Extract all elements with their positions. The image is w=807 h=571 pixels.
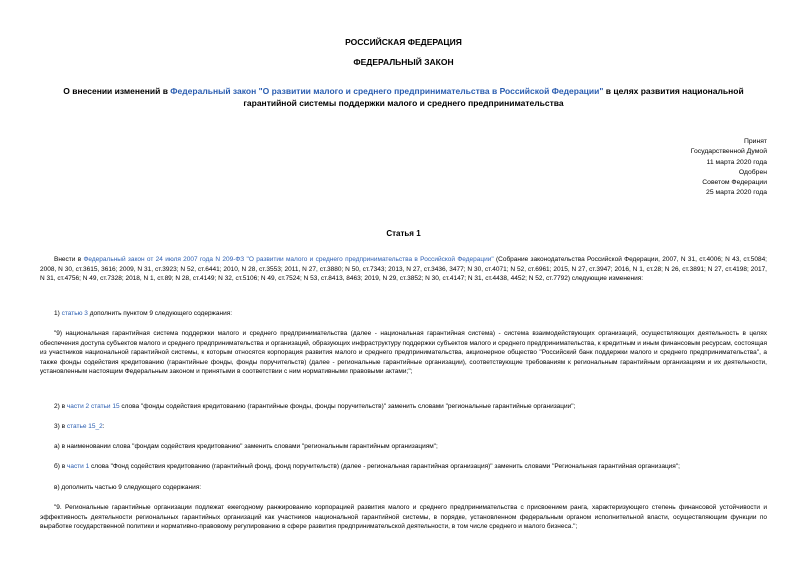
country-heading: РОССИЙСКАЯ ФЕДЕРАЦИЯ (345, 37, 462, 47)
intro-law-link[interactable]: Федеральный закон от 24 июля 2007 года N 209-ФЗ "О развитии малого и среднего предпринимательства в Российской Федерации" (83, 256, 494, 263)
item-3-suffix: : (102, 423, 105, 430)
item-1-suffix: дополнить пунктом 9 следующего содержания: (87, 310, 233, 317)
item-3c: в) дополнить частью 9 следующего содержания: (54, 484, 202, 491)
item-3b-suffix: слова "Фонд содействия кредитованию (гарантийный фонд, фонд поручительств) (далее - региональная гарантийная организация)" заменить словами "Региональная гарантийная организация"; (89, 463, 680, 470)
item-3b (40, 462, 767, 472)
item-3-link[interactable]: статье 15_2 (66, 423, 103, 430)
title-prefix: О внесении изменений в (63, 86, 171, 96)
doc-type-heading: ФЕДЕРАЛЬНЫЙ ЗАКОН (353, 57, 454, 67)
adoption-line: Принят (743, 138, 767, 145)
article-heading: Статья 1 (386, 229, 421, 238)
item-3a: а) в наименовании слова "фондам содействия кредитованию" заменить словами "региональным гарантийным организациям"; (54, 443, 438, 450)
item-1-text: "9) национальная гарантийная система поддержки малого и среднего предпринимательства (далее - национальная гарантийная система) - система взаимодействующих организаций, осуществляющих деятельность в целях обеспечения доступа субъектов малого и среднего предпринимательства и организаций, образующих инфраструктуру поддержки субъектов малого и среднего предпринимательства, к кредитным и иным финансовым ресурсам, состоящая из участников национальной гарантийной системы, к которым относятся корпорация развития малого и среднего предпринимательства, акционерное общество "Российский банк поддержки малого и среднего предпринимательства", а также фонды содействия кредитованию (гарантийные фонды, фонды поручительств) (далее - региональные гарантийные организации), соответствующие требованиям к региональным гарантийным организациям и их деятельности, установленным настоящим Федеральным законом и принятыми в соответствии с ним нормативными правовыми актами;"; (40, 330, 767, 376)
title-suffix: в целях развития национальной гарантийной системы поддержки малого и среднего предпринимательства (243, 86, 744, 108)
law-title (40, 85, 767, 109)
adoption-line: Одобрен (738, 168, 767, 176)
adoption-line: 11 марта 2020 года (706, 158, 767, 166)
title-law-link[interactable]: Федеральный закон "О развитии малого и среднего предпринимательства в Российской Федерации" (170, 86, 604, 96)
item-1-link[interactable]: статью 3 (61, 310, 88, 317)
article-intro (40, 255, 767, 284)
item-3c-text: "9. Региональные гарантийные организации подлежат ежегодному ранжированию корпорацией развития малого и среднего предпринимательства с присвоением ранга, характеризующего степень финансовой устойчивости и эффективность деятельности региональных гарантийных организаций как участников национальной гарантийной системы, в порядке, установленном федеральным органом исполнительной власти, осуществляющим функции по выработке государственной политики и нормативно-правовому регулированию в сфере развития предпринимательской деятельности, в том числе среднего и малого бизнеса."; (40, 504, 767, 531)
item-2 (40, 402, 767, 412)
item-3-prefix: 3) в (54, 423, 67, 430)
item-2-suffix: слова "фонды содействия кредитованию (гарантийные фонды, фонды поручительств)" заменить словами "региональные гарантийные организации"; (119, 403, 576, 410)
item-1 (40, 309, 767, 319)
adoption-line: 25 марта 2020 года (706, 189, 767, 197)
item-3 (40, 422, 767, 432)
adoption-block (567, 137, 767, 199)
item-3b-link[interactable]: части 1 (66, 463, 90, 470)
adoption-line: Государственной Думой (690, 148, 767, 156)
item-1-prefix: 1) (54, 310, 62, 317)
item-2-prefix: 2) в (54, 403, 67, 410)
item-2-link[interactable]: части 2 статьи 15 (66, 403, 120, 410)
item-3b-prefix: б) в (54, 463, 67, 470)
intro-suffix: (Собрание законодательства Российской Федерации, 2007, N 31, ст.4006; N 43, ст.5084; 2008, N 30, ст.3615, 3616; 2009, N 31, ст.3923; N 52, ст.6441; 2010, N 28, ст.3553; 2011, N 27, ст.3880; N 50, ст.7343; 2013, N 27, ст.3436, 3477; N 30, ст.4071; N 52, ст.6961; 2015, N 27, ст.3947; 2016, N 1, ст.28; N 26, ст.3891; N 27, ст.4198; 2017, N 31, ст.4756; N 49, ст.7328; 2018, N 1, ст.89; N 28, ст.4149; N 32, ст.5106; N 49, ст.7524; N 53, ст.8413, 8463; 2019, N 29, ст.3852; N 30, ст.4147; N 31, ст.4438, 4452; N 52, ст.7792) следующие изменения: (40, 256, 767, 283)
adoption-line: Советом Федерации (702, 179, 767, 187)
intro-prefix: Внести в (54, 256, 84, 263)
